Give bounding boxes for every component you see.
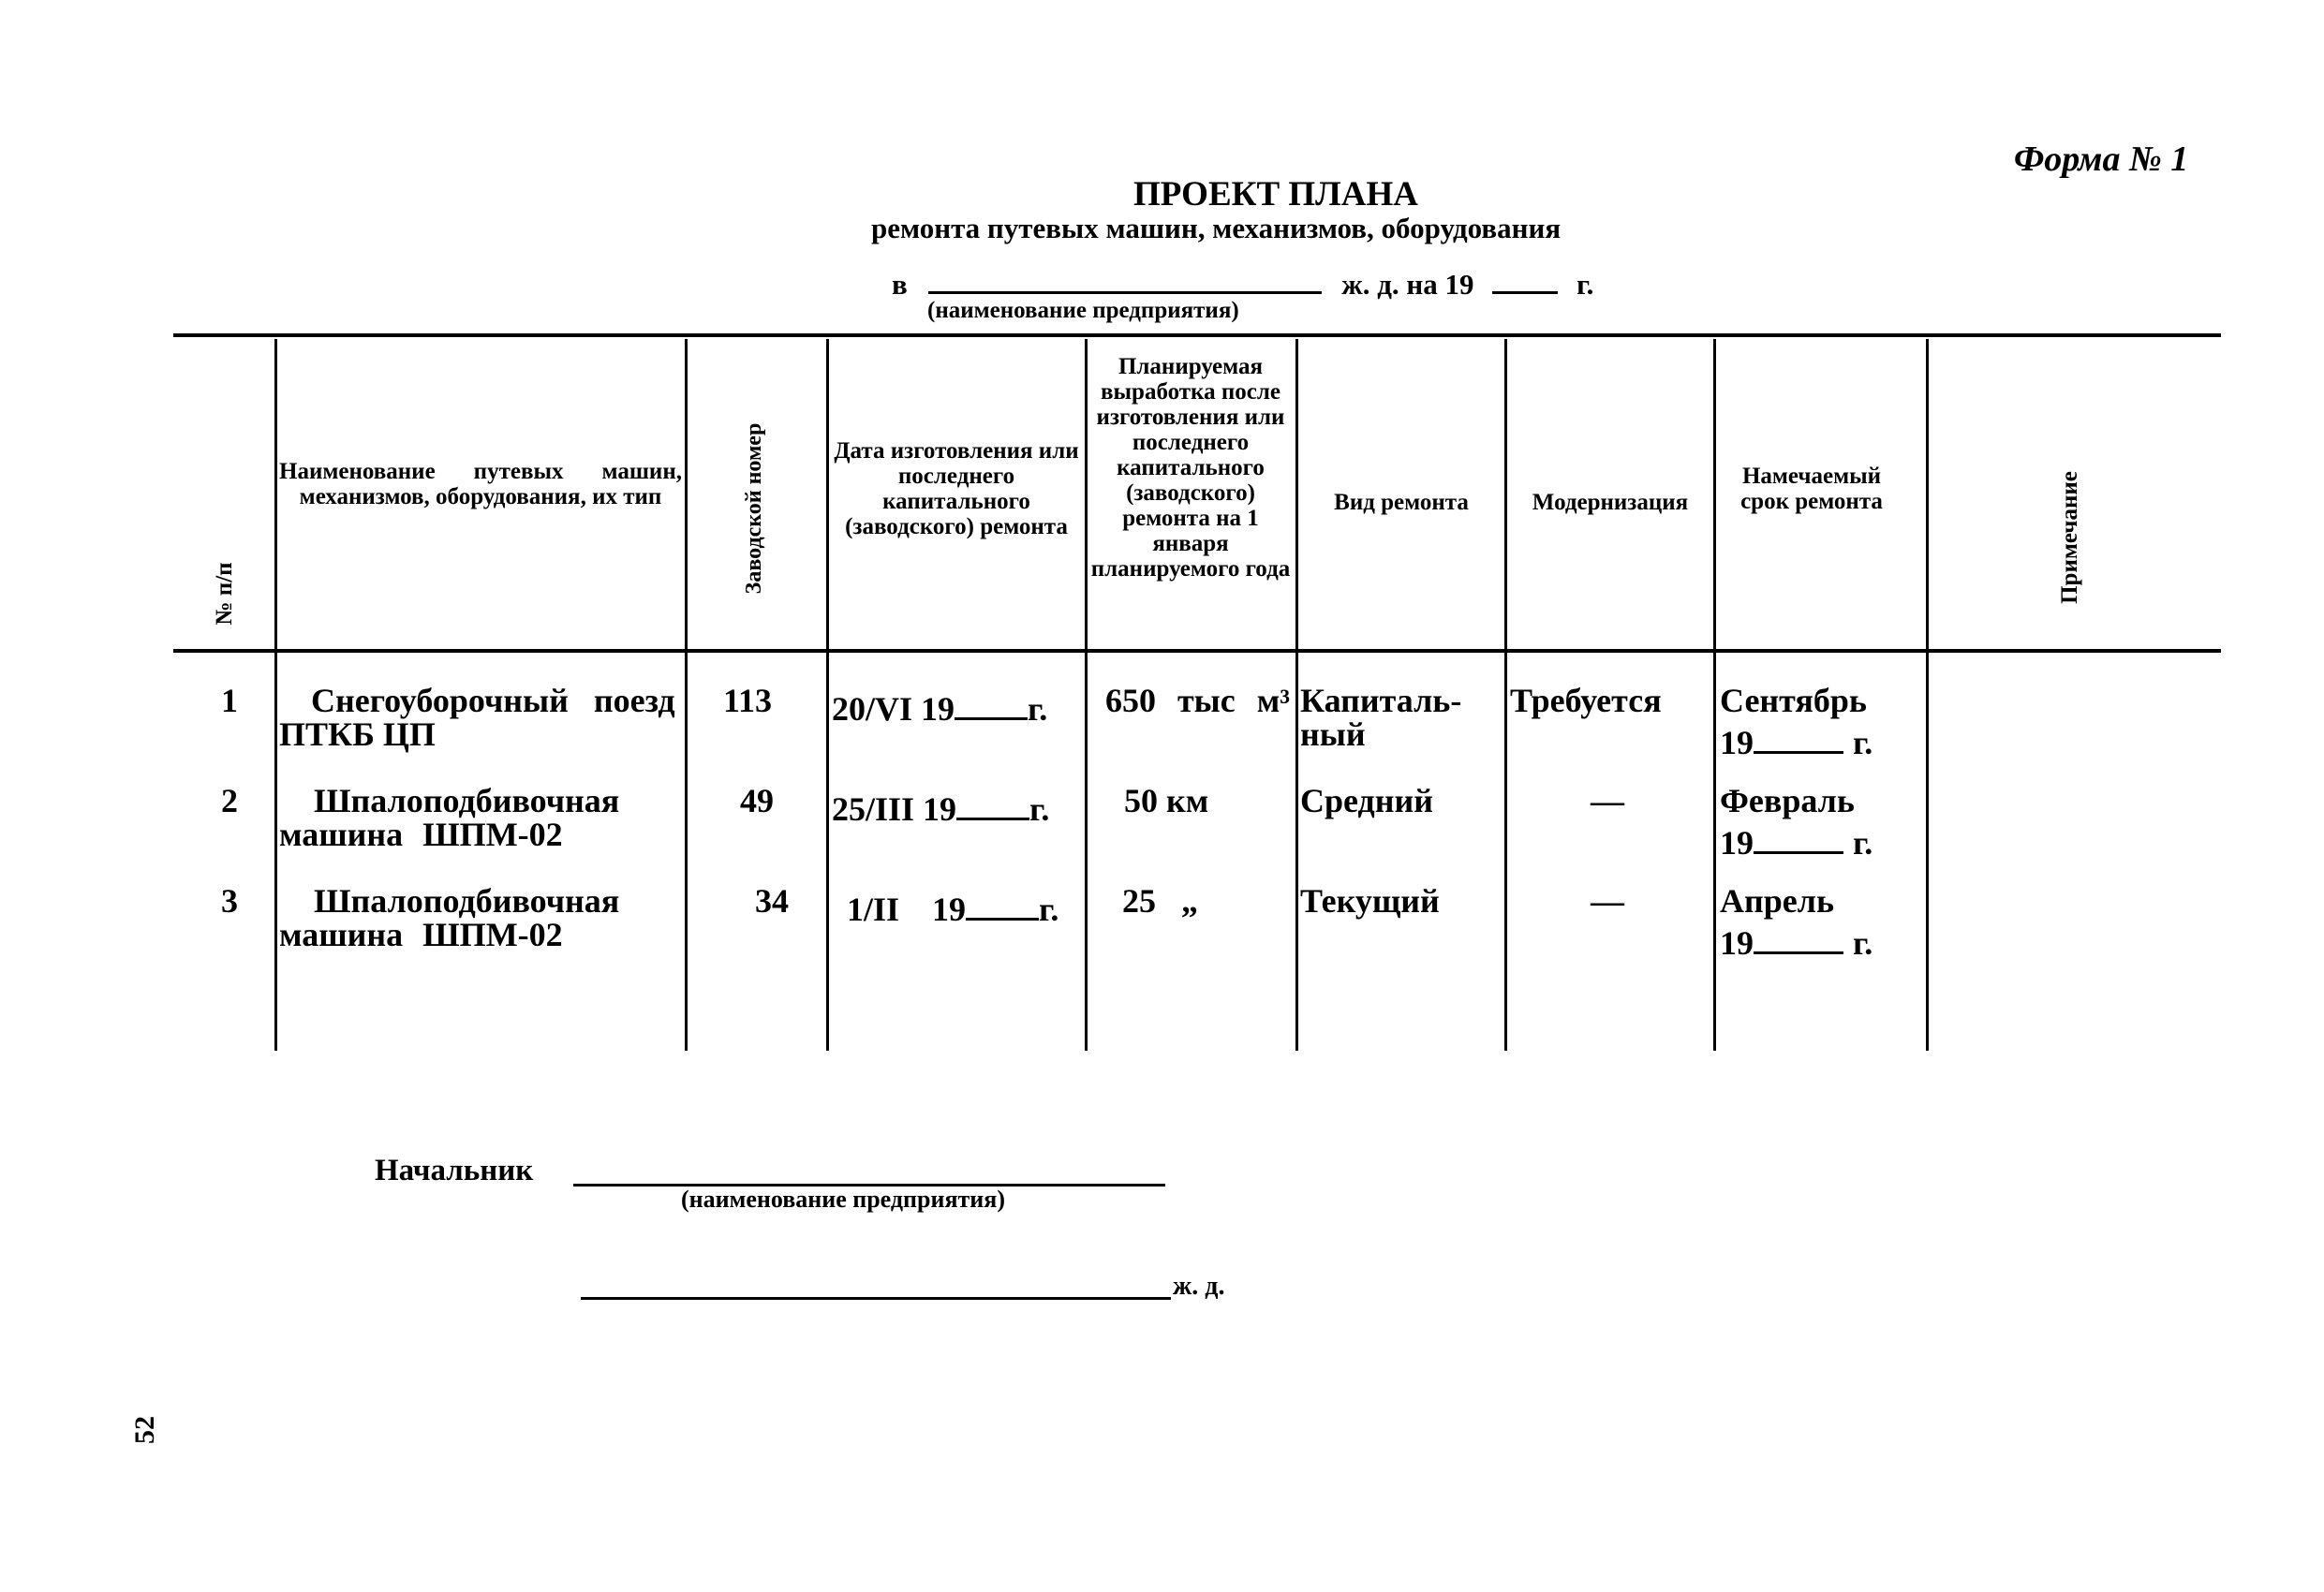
column-divider	[1713, 339, 1716, 1051]
row-term: Сентябрь	[1720, 682, 1867, 719]
year-blank	[1492, 262, 1558, 294]
row-name: Снегоуборочный поезд	[311, 682, 675, 719]
year-blank	[955, 684, 1028, 720]
chief-label: Начальник	[375, 1154, 534, 1187]
column-divider	[274, 339, 277, 1051]
term-year: 19	[1720, 824, 1754, 862]
row-date	[832, 784, 1049, 826]
row-repair-type: Средний	[1300, 782, 1433, 819]
row-repair-type: Текущий	[1300, 882, 1440, 920]
row-output: 50 км	[1124, 782, 1209, 819]
date-value: 20/VI 19	[832, 690, 955, 728]
term-year: 19	[1720, 924, 1754, 962]
row-serial: 113	[723, 682, 773, 719]
row-modernization: —	[1591, 782, 1624, 819]
column-divider	[1295, 339, 1298, 1051]
date-suffix: г.	[1028, 690, 1048, 728]
document-subtitle: ремонта путевых машин, механизмов, оборудования	[871, 212, 1562, 244]
row-number: 1	[221, 682, 238, 719]
row-modernization: —	[1591, 882, 1624, 920]
column-divider	[1926, 339, 1929, 1051]
row-name: Шпалоподбивочная	[314, 882, 620, 920]
form-label: Форма № 1	[2014, 140, 2189, 179]
header-number: № п/п	[212, 562, 237, 626]
column-divider	[826, 339, 829, 1051]
date-suffix: г.	[1029, 790, 1050, 828]
enterprise-blank	[928, 262, 1322, 294]
header-note: Примечание	[2057, 471, 2082, 604]
year-blank	[956, 784, 1029, 820]
row-name: машина ШПМ-02	[279, 916, 563, 953]
railway-line	[892, 262, 1593, 302]
header-term: Намечаемый срок ремонта	[1740, 464, 1883, 514]
railway-suffix: ж. д.	[1173, 1272, 1225, 1301]
header-output: Планируемая выработка после изготовления или последнего капитального (заводского) ремонта на 1 января планируемого года	[1090, 354, 1291, 582]
header-name: Наименование путевых машин, механизмов, оборудования, их тип	[279, 459, 682, 509]
term-suffix: г.	[1853, 724, 1873, 761]
row-repair-type: Капиталь-	[1300, 682, 1462, 719]
term-suffix: г.	[1853, 924, 1873, 962]
row-term: Февраль	[1720, 782, 1855, 819]
row-name: машина ШПМ-02	[279, 816, 563, 853]
row-number: 2	[221, 782, 238, 819]
row-name: ПТКБ ЦП	[279, 715, 436, 753]
row-output: 25 „	[1122, 882, 1198, 920]
line-suffix: г.	[1576, 268, 1594, 301]
enterprise-caption: (наименование предприятия)	[927, 298, 1239, 323]
column-divider	[1085, 339, 1088, 1051]
row-term	[1720, 918, 1873, 960]
row-serial: 34	[755, 882, 789, 920]
date-value: 1/II 19	[847, 891, 967, 928]
term-suffix: г.	[1853, 824, 1873, 862]
table-top-border	[173, 333, 2221, 337]
line-prefix: в	[892, 268, 908, 301]
date-suffix: г.	[1039, 891, 1059, 928]
line-middle: ж. д. на 19	[1341, 268, 1474, 301]
header-date: Дата изготовления или последнего капитального (заводского) ремонта	[834, 438, 1079, 539]
term-year: 19	[1720, 724, 1754, 761]
year-blank	[1754, 918, 1843, 954]
header-bottom-border	[173, 649, 2221, 653]
row-serial: 49	[740, 782, 774, 819]
row-date	[847, 884, 1058, 926]
column-divider	[685, 339, 688, 1051]
page-number: 52	[129, 1416, 160, 1444]
row-output: 650 тыс м³	[1105, 682, 1291, 719]
row-term: Апрель	[1720, 882, 1834, 920]
row-repair-type: ный	[1300, 715, 1366, 753]
year-blank	[966, 884, 1039, 921]
header-serial: Заводской номер	[742, 422, 766, 595]
row-date	[832, 684, 1047, 726]
row-number: 3	[221, 882, 238, 920]
row-term	[1720, 818, 1873, 860]
row-modernization: Требуется	[1510, 682, 1662, 719]
row-name: Шпалоподбивочная	[314, 782, 620, 819]
header-repair-type: Вид ремонта	[1334, 490, 1469, 515]
header-modernization: Модернизация	[1532, 490, 1689, 515]
year-blank	[1754, 717, 1843, 754]
row-term	[1720, 717, 1873, 759]
document-title: ПРОЕКТ ПЛАНА	[1133, 175, 1418, 214]
railway-line-blank	[581, 1297, 1171, 1300]
year-blank	[1754, 818, 1843, 854]
date-value: 25/III 19	[832, 790, 957, 828]
chief-caption: (наименование предприятия)	[681, 1186, 1005, 1213]
column-divider	[1504, 339, 1507, 1051]
